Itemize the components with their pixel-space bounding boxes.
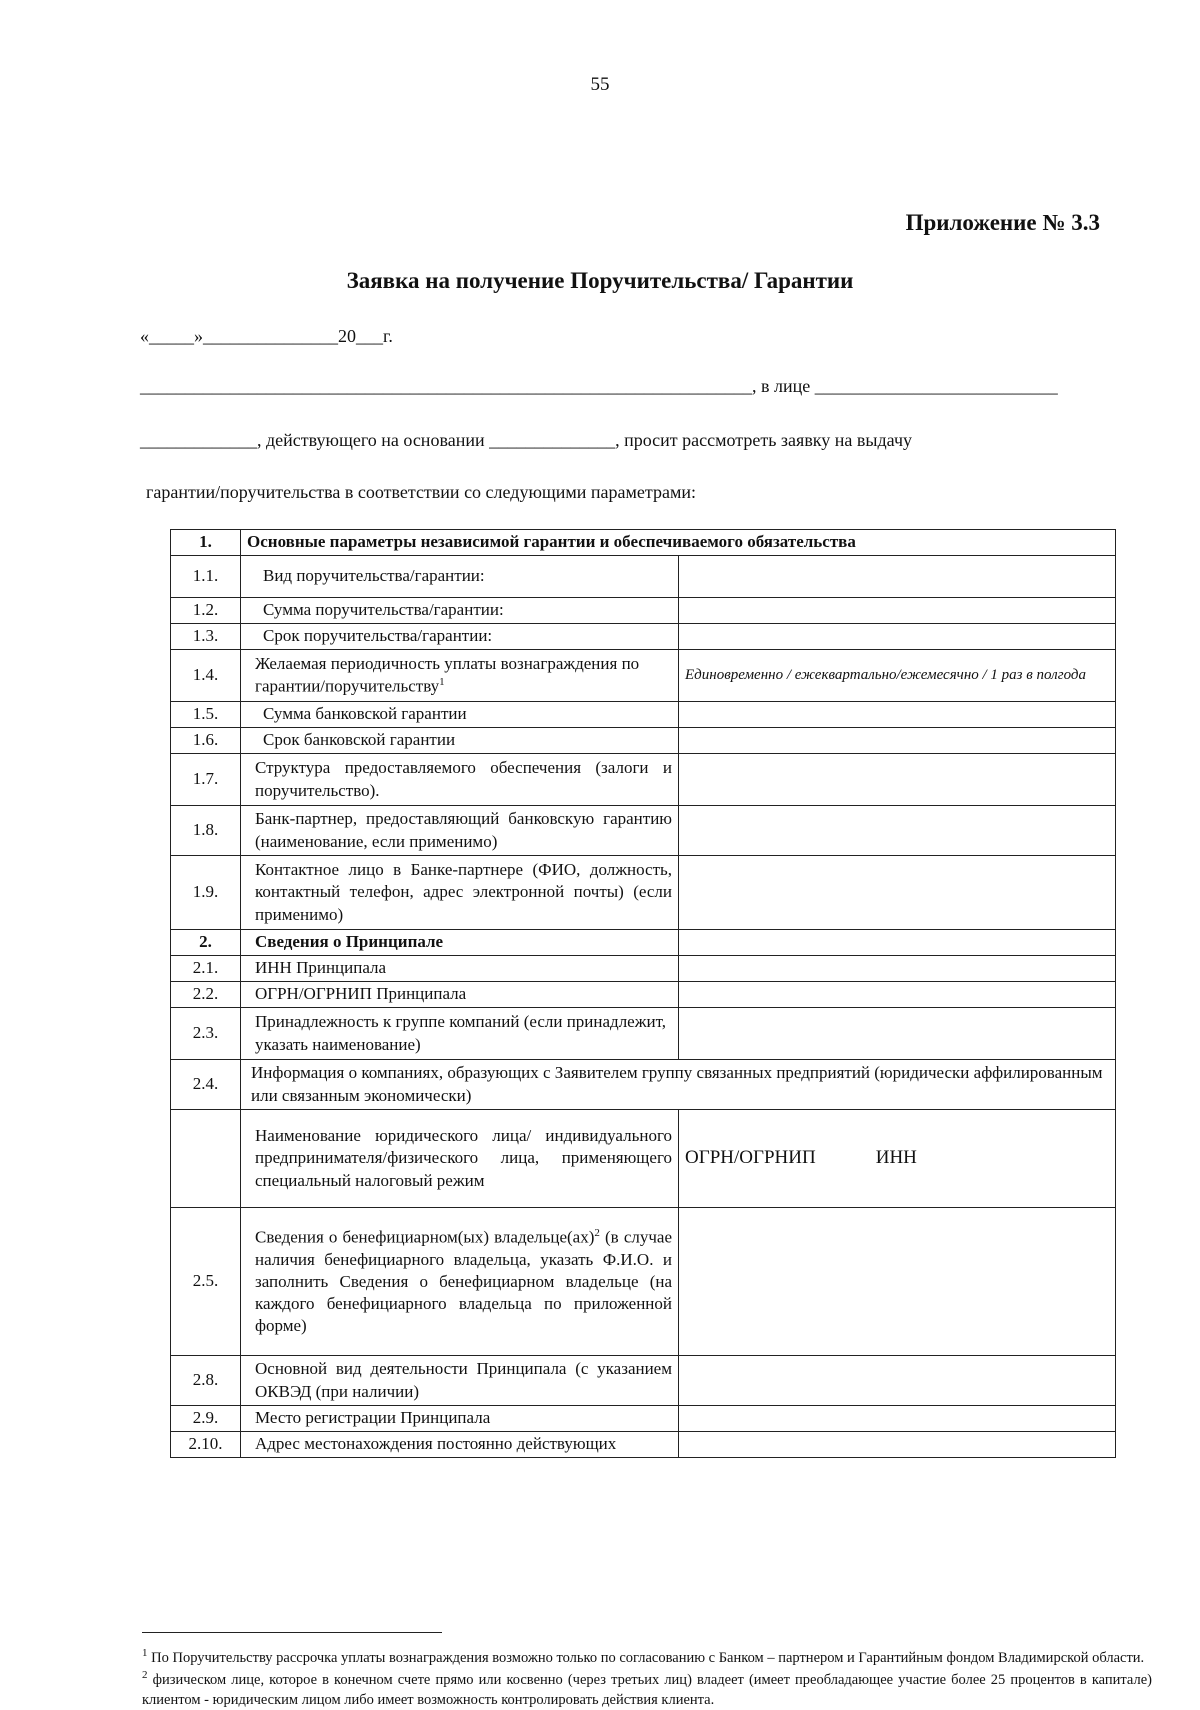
row-value[interactable] xyxy=(679,956,1116,982)
footnote-text: физическом лице, которое в конечном счете прямо или косвенно (через третьих лиц) владеет (имеет преобладающее участие более 25 процентов в капитале) клиентом - юридическим лицом либо имеет возможность контролировать действия клиента. xyxy=(142,1672,1152,1708)
page-number: 55 xyxy=(590,74,610,95)
date-line: «_____»_______________20___г. xyxy=(140,326,393,346)
row-number: 1.5. xyxy=(171,702,241,728)
footnote-ref: 1 xyxy=(439,676,445,689)
row-value[interactable] xyxy=(679,754,1116,806)
row-number: 1.9. xyxy=(171,856,241,930)
section-title: Основные параметры независимой гарантии и обеспечиваемого обязательства xyxy=(241,530,1116,556)
row-number: 1.3. xyxy=(171,624,241,650)
row-number: 1.6. xyxy=(171,728,241,754)
row-label: Срок поручительства/гарантии: xyxy=(241,624,679,650)
row-number: 2.8. xyxy=(171,1356,241,1406)
footnote-mark: 1 xyxy=(142,1647,148,1659)
row-value[interactable] xyxy=(679,1406,1116,1432)
table-row xyxy=(171,598,1116,624)
footnote-ref: 2 xyxy=(594,1226,600,1239)
footnotes xyxy=(142,1646,1152,1710)
footnote-text: По Поручительству рассрочка уплаты вознаграждения возможно только по согласованию с Банком – партнером и Гарантийным фондом Владимирской области. xyxy=(147,1649,1145,1666)
row-number: 1. xyxy=(171,530,241,556)
row-label: Сумма банковской гарантии xyxy=(241,702,679,728)
table-row xyxy=(171,1008,1116,1060)
footnote-2 xyxy=(142,1668,1152,1710)
row-number: 2.1. xyxy=(171,956,241,982)
row-label: Место регистрации Принципала xyxy=(241,1406,679,1432)
row-number: 1.8. xyxy=(171,806,241,856)
row-number: 1.1. xyxy=(171,556,241,598)
row-label: Структура предоставляемого обеспечения (залоги и поручительство). xyxy=(241,754,679,806)
row-value[interactable] xyxy=(679,598,1116,624)
footnote-1 xyxy=(142,1646,1152,1668)
row-value[interactable] xyxy=(679,702,1116,728)
footnote-divider xyxy=(142,1632,442,1633)
table-row xyxy=(171,930,1116,956)
parameters-intro: гарантии/поручительства в соответствии со следующими параметрами: xyxy=(146,482,696,502)
row-label xyxy=(241,1208,679,1356)
row-label-text: (в случае наличия бенефициарного владельца, указать Ф.И.О. и заполнить Сведения о бенефициарном владельце (на каждого бенефициарного владельца по приложенной форме) xyxy=(255,1227,672,1335)
row-number: 1.4. xyxy=(171,650,241,702)
footnote-mark: 2 xyxy=(142,1669,148,1682)
row-number: 2. xyxy=(171,930,241,956)
row-label: Срок банковской гарантии xyxy=(241,728,679,754)
row-value[interactable] xyxy=(679,806,1116,856)
table-row xyxy=(171,1110,1116,1208)
table-row xyxy=(171,530,1116,556)
row-label: ИНН Принципала xyxy=(241,956,679,982)
payment-frequency-value[interactable]: Единовременно / ежеквартально/ежемесячно / 1 раз в полгода xyxy=(679,650,1116,702)
row-number: 2.2. xyxy=(171,982,241,1008)
applicant-line: ____________________________________________________________________, в лице ___________________________ xyxy=(140,376,1058,396)
row-number: 1.7. xyxy=(171,754,241,806)
row-label: Принадлежность к группе компаний (если принадлежит, указать наименование) xyxy=(241,1008,679,1060)
table-row xyxy=(171,1060,1116,1110)
row-number xyxy=(171,1110,241,1208)
row-label xyxy=(241,650,679,702)
row-number: 2.9. xyxy=(171,1406,241,1432)
table-row xyxy=(171,624,1116,650)
row-label: Сумма поручительства/гарантии: xyxy=(241,598,679,624)
row-value[interactable] xyxy=(679,1208,1116,1356)
section-title: Сведения о Принципале xyxy=(241,930,679,956)
table-row xyxy=(171,650,1116,702)
table-row xyxy=(171,702,1116,728)
related-company-columns xyxy=(679,1110,1116,1208)
table-row xyxy=(171,1432,1116,1458)
row-label: ОГРН/ОГРНИП Принципала xyxy=(241,982,679,1008)
table-row xyxy=(171,1406,1116,1432)
row-number: 2.4. xyxy=(171,1060,241,1110)
row-value[interactable] xyxy=(679,556,1116,598)
table-row xyxy=(171,806,1116,856)
row-number: 2.5. xyxy=(171,1208,241,1356)
table-row xyxy=(171,754,1116,806)
table-row xyxy=(171,856,1116,930)
ogrn-header: ОГРН/ОГРНИП xyxy=(685,1147,816,1169)
row-label: Адрес местонахождения постоянно действующих xyxy=(241,1432,679,1458)
row-label-text: Желаемая периодичность уплаты вознаграждения по гарантии/поручительству xyxy=(255,654,640,696)
row-label-text: Сведения о бенефициарном(ых) владельце(ах) xyxy=(255,1227,595,1247)
row-value[interactable] xyxy=(679,1356,1116,1406)
row-value[interactable] xyxy=(679,856,1116,930)
row-label: Вид поручительства/гарантии: xyxy=(241,556,679,598)
row-value[interactable] xyxy=(679,728,1116,754)
row-value[interactable] xyxy=(679,1008,1116,1060)
basis-line: _____________, действующего на основании ______________, просит рассмотреть заявку на выдачу xyxy=(140,430,912,450)
row-number: 2.3. xyxy=(171,1008,241,1060)
row-number: 1.2. xyxy=(171,598,241,624)
row-number: 2.10. xyxy=(171,1432,241,1458)
document-title: Заявка на получение Поручительства/ Гарантии xyxy=(346,268,854,293)
row-label: Информация о компаниях, образующих с Заявителем группу связанных предприятий (юридически аффилированным или связанным экономически) xyxy=(241,1060,1116,1110)
table-row xyxy=(171,1208,1116,1356)
table-row xyxy=(171,956,1116,982)
parameters-table xyxy=(170,529,1116,1458)
row-label: Банк-партнер, предоставляющий банковскую гарантию (наименование, если применимо) xyxy=(241,806,679,856)
row-value[interactable] xyxy=(679,624,1116,650)
row-label: Основной вид деятельности Принципала (с указанием ОКВЭД (при наличии) xyxy=(241,1356,679,1406)
row-label: Наименование юридического лица/ индивидуального предпринимателя/физического лица, применяющего специальный налоговый режим xyxy=(241,1110,679,1208)
inn-header: ИНН xyxy=(875,1147,917,1169)
table-row xyxy=(171,556,1116,598)
row-value[interactable] xyxy=(679,982,1116,1008)
row-label: Контактное лицо в Банке-партнере (ФИО, должность, контактный телефон, адрес электронной почты) (если применимо) xyxy=(241,856,679,930)
row-value[interactable] xyxy=(679,1432,1116,1458)
table-row xyxy=(171,728,1116,754)
table-row xyxy=(171,1356,1116,1406)
row-value xyxy=(679,930,1116,956)
table-row xyxy=(171,982,1116,1008)
appendix-label: Приложение № 3.3 xyxy=(905,210,1100,235)
